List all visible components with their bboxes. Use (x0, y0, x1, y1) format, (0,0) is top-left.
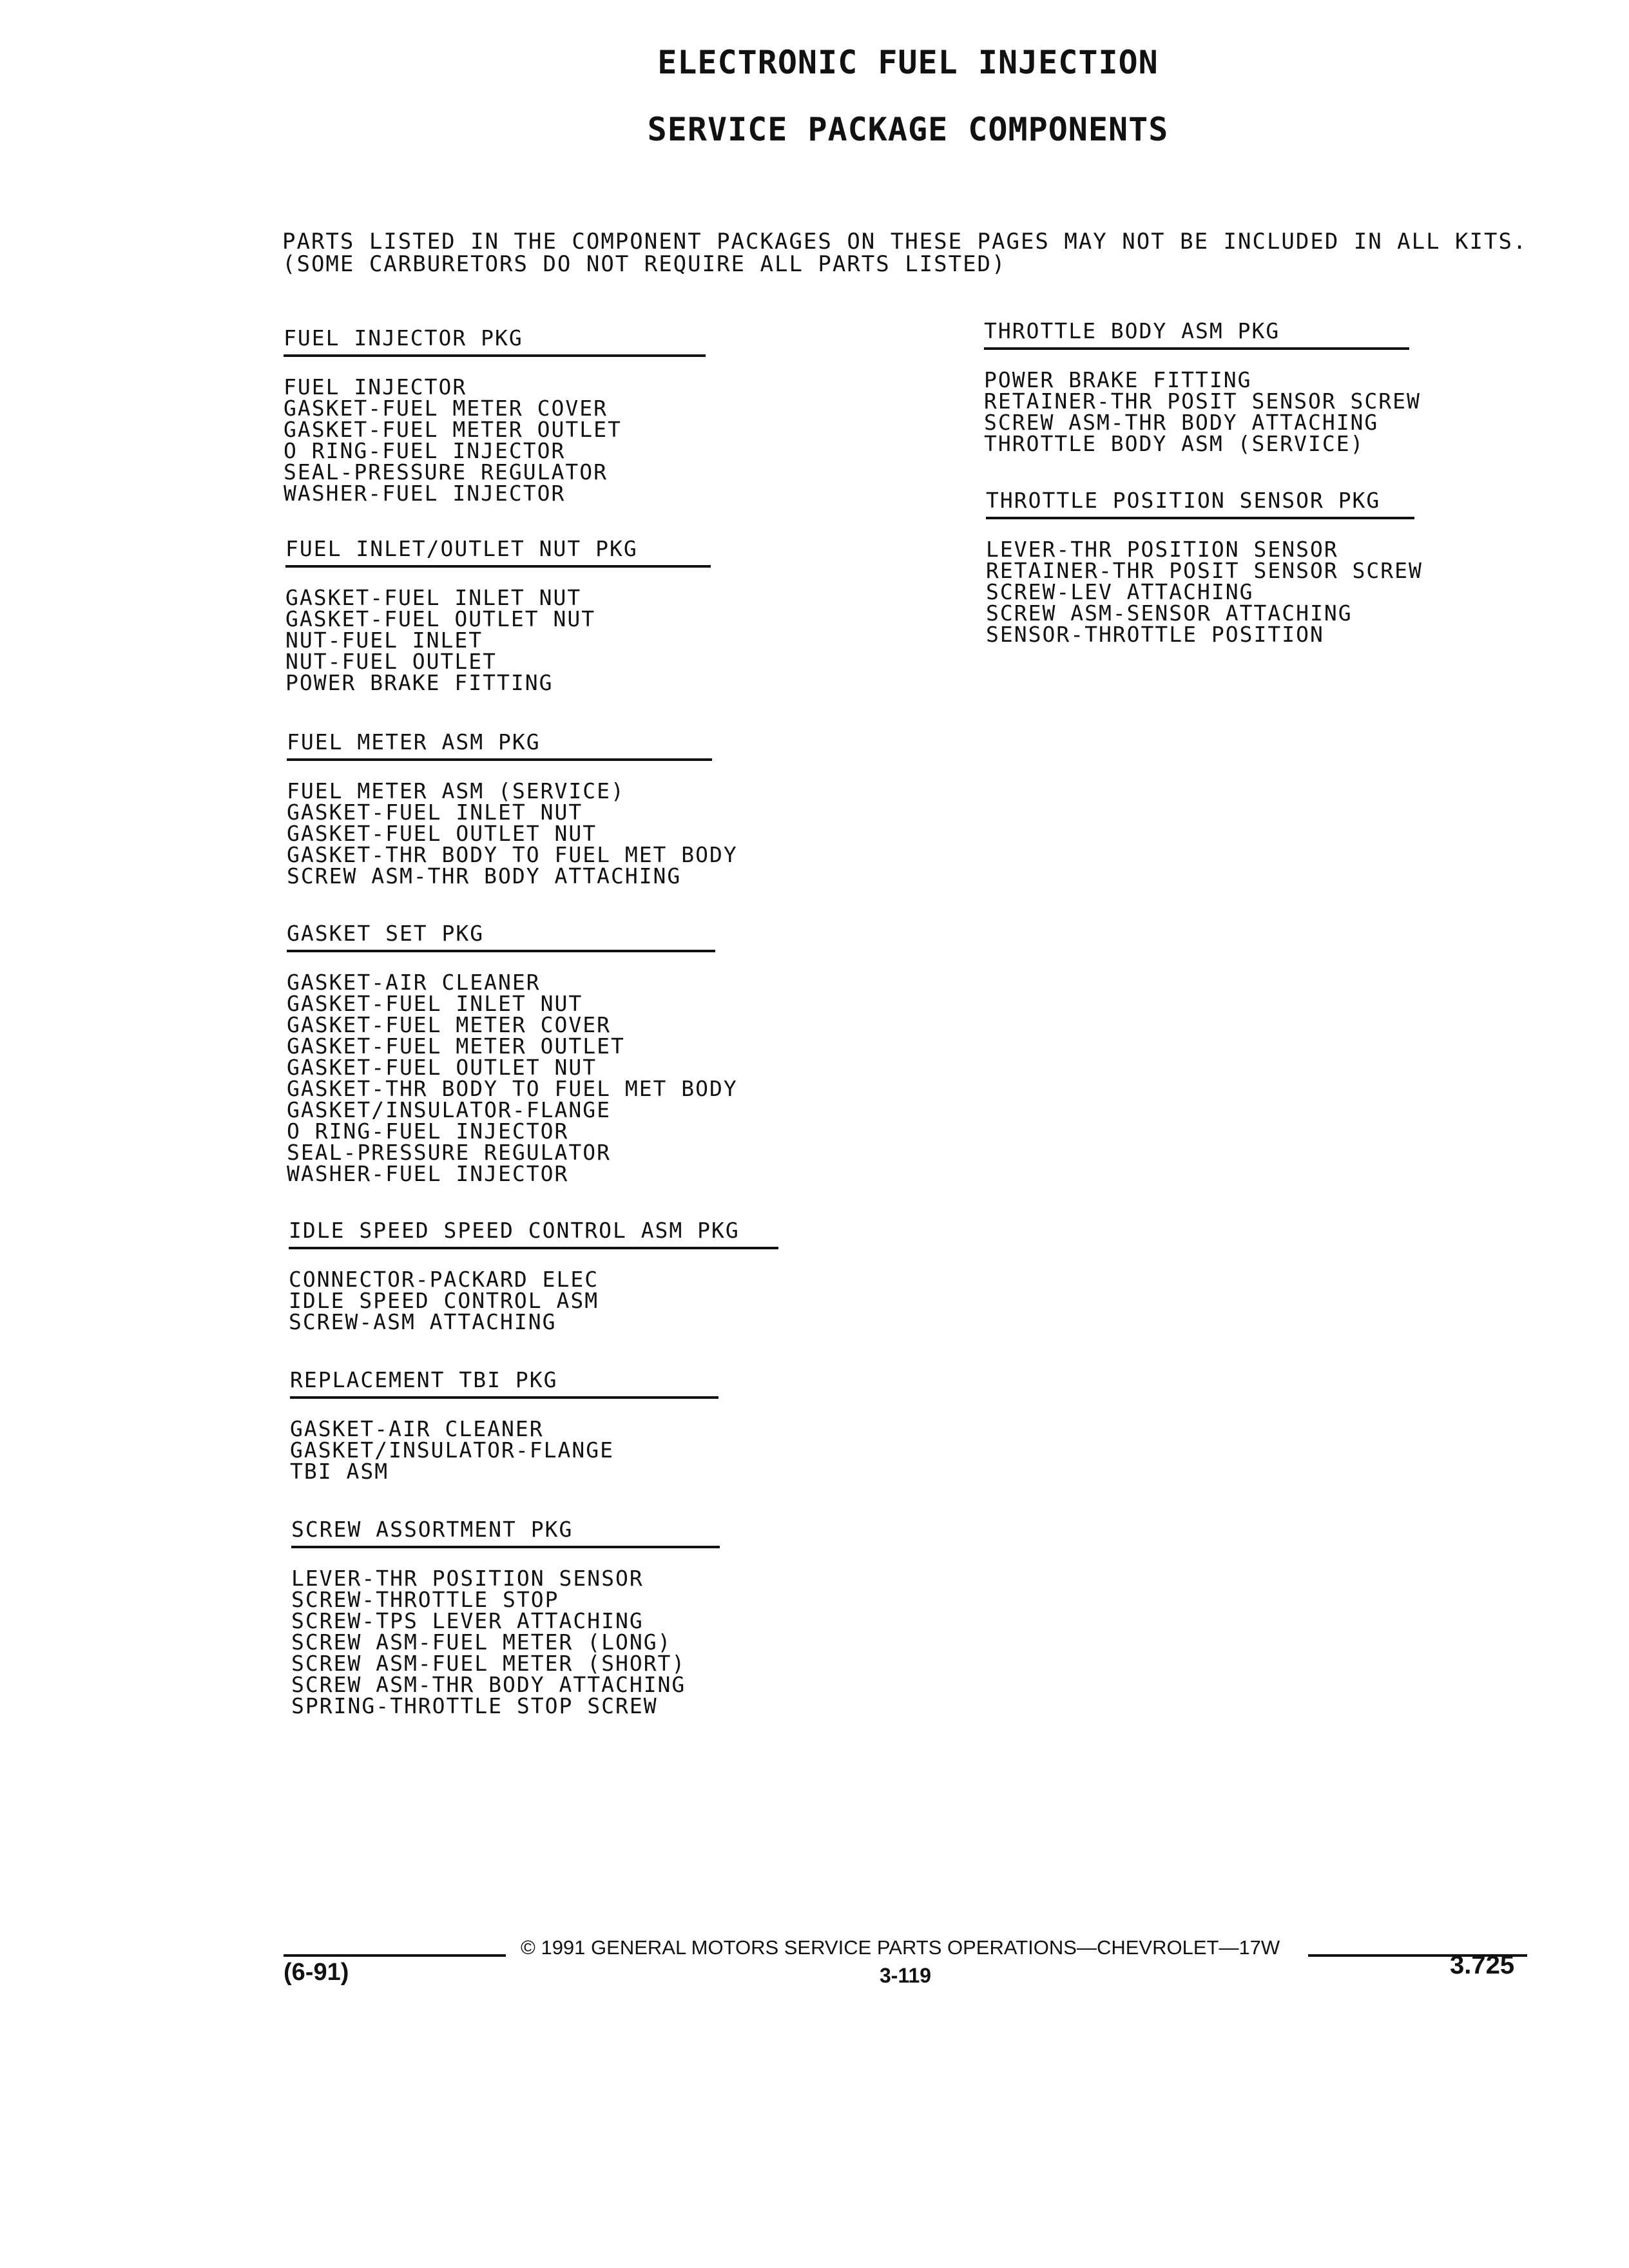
package-item: RETAINER-THR POSIT SENSOR SCREW (984, 389, 1421, 414)
package-item: SCREW-TPS LEVER ATTACHING (291, 1608, 644, 1633)
footer-section-number: 3.725 (1450, 1951, 1515, 1979)
package-item: GASKET-FUEL OUTLET NUT (285, 606, 596, 631)
package-item: SCREW-LEV ATTACHING (986, 579, 1254, 604)
package-item: GASKET-FUEL OUTLET NUT (287, 1055, 597, 1080)
intro-note: PARTS LISTED IN THE COMPONENT PACKAGES ON THESE PAGES MAY NOT BE INCLUDED IN ALL KITS. (SOME CARBURETORS DO NOT REQUIRE ALL PARTS LISTED) (282, 229, 1542, 277)
package-item: GASKET/INSULATOR-FLANGE (287, 1097, 611, 1122)
footer-copyright: © 1991 GENERAL MOTORS SERVICE PARTS OPERATIONS—CHEVROLET—17W (521, 1936, 1280, 1959)
package-item: POWER BRAKE FITTING (984, 367, 1252, 392)
package-item: IDLE SPEED CONTROL ASM (289, 1288, 599, 1313)
package-block (287, 731, 738, 887)
package-heading: FUEL METER ASM PKG (287, 731, 712, 761)
package-item: GASKET-FUEL METER COVER (287, 1012, 611, 1037)
package-item: GASKET-AIR CLEANER (287, 970, 541, 995)
package-heading: FUEL INJECTOR PKG (284, 327, 706, 357)
package-item: POWER BRAKE FITTING (285, 670, 554, 695)
footer-rule-left (284, 1954, 506, 1957)
package-item: FUEL METER ASM (SERVICE) (287, 778, 625, 803)
package-heading: IDLE SPEED SPEED CONTROL ASM PKG (289, 1220, 778, 1249)
package-item: SEAL-PRESSURE REGULATOR (287, 1140, 611, 1165)
page-subtitle: SERVICE PACKAGE COMPONENTS (647, 111, 1169, 148)
package-item: GASKET-FUEL OUTLET NUT (287, 821, 597, 846)
package-item: RETAINER-THR POSIT SENSOR SCREW (986, 558, 1423, 583)
package-block (290, 1369, 718, 1482)
package-item: SENSOR-THROTTLE POSITION (986, 622, 1324, 647)
package-item: NUT-FUEL OUTLET (285, 649, 497, 674)
package-item: CONNECTOR-PACKARD ELEC (289, 1267, 599, 1292)
package-item: TBI ASM (290, 1459, 389, 1484)
page-title: ELECTRONIC FUEL INJECTION (657, 44, 1159, 81)
package-item: SCREW ASM-THR BODY ATTACHING (287, 863, 682, 889)
package-item: GASKET-FUEL METER OUTLET (287, 1033, 625, 1059)
package-item: NUT-FUEL INLET (285, 628, 483, 653)
package-block (291, 1519, 720, 1716)
package-heading: THROTTLE BODY ASM PKG (984, 320, 1409, 350)
package-item: LEVER-THR POSITION SENSOR (986, 537, 1338, 562)
package-item: SCREW ASM-FUEL METER (SHORT) (291, 1651, 686, 1676)
package-item: GASKET/INSULATOR-FLANGE (290, 1437, 614, 1463)
package-item: SPRING-THROTTLE STOP SCREW (291, 1693, 658, 1718)
footer-page-number: 3-119 (880, 1964, 932, 1987)
package-item: GASKET-FUEL INLET NUT (285, 585, 582, 610)
package-item: SCREW ASM-THR BODY ATTACHING (984, 410, 1379, 435)
package-item: SCREW-ASM ATTACHING (289, 1309, 557, 1334)
package-block (285, 538, 711, 693)
package-block (984, 320, 1421, 454)
package-heading: FUEL INLET/OUTLET NUT PKG (285, 538, 711, 568)
package-heading: THROTTLE POSITION SENSOR PKG (986, 490, 1414, 519)
package-item: LEVER-THR POSITION SENSOR (291, 1566, 644, 1591)
package-item: SCREW ASM-FUEL METER (LONG) (291, 1629, 672, 1655)
package-item: GASKET-FUEL METER COVER (284, 396, 608, 421)
package-item: SCREW-THROTTLE STOP (291, 1587, 559, 1612)
package-heading: SCREW ASSORTMENT PKG (291, 1519, 720, 1548)
package-item: FUEL INJECTOR (284, 374, 467, 399)
package-item: THROTTLE BODY ASM (SERVICE) (984, 431, 1365, 456)
package-heading: GASKET SET PKG (287, 923, 715, 952)
package-item: O RING-FUEL INJECTOR (284, 438, 566, 463)
package-block (289, 1220, 778, 1332)
package-item: WASHER-FUEL INJECTOR (284, 481, 566, 506)
package-item: GASKET-FUEL INLET NUT (287, 800, 583, 825)
package-item: WASHER-FUEL INJECTOR (287, 1161, 569, 1186)
package-block (986, 490, 1423, 645)
package-item: GASKET-FUEL INLET NUT (287, 991, 583, 1016)
package-item: GASKET-THR BODY TO FUEL MET BODY (287, 1076, 738, 1101)
package-heading: REPLACEMENT TBI PKG (290, 1369, 718, 1399)
package-item: SCREW ASM-SENSOR ATTACHING (986, 601, 1353, 626)
package-item: GASKET-THR BODY TO FUEL MET BODY (287, 842, 738, 867)
package-item: O RING-FUEL INJECTOR (287, 1119, 569, 1144)
package-item: GASKET-AIR CLEANER (290, 1416, 544, 1441)
package-item: SEAL-PRESSURE REGULATOR (284, 459, 608, 485)
footer-date: (6-91) (284, 1959, 349, 1986)
package-item: GASKET-FUEL METER OUTLET (284, 417, 622, 442)
package-item: SCREW ASM-THR BODY ATTACHING (291, 1672, 686, 1697)
package-block (287, 923, 738, 1184)
package-block (284, 327, 706, 504)
